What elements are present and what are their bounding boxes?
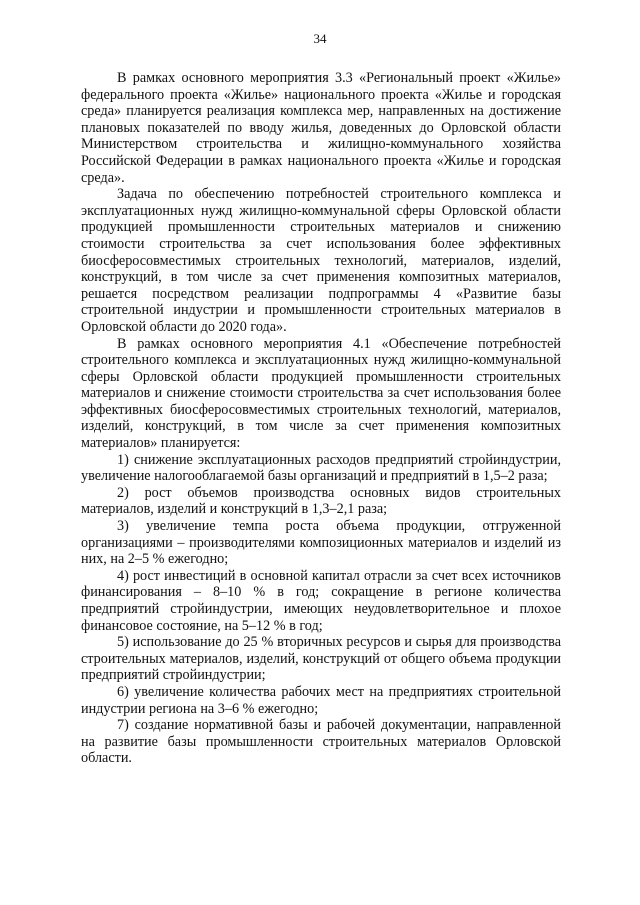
list-item: 6) увеличение количества рабочих мест на предприятиях строительной индустрии региона на 3–6 % ежегодно; bbox=[81, 683, 561, 717]
list-item: 2) рост объемов производства основных видов строительных материалов, изделий и конструкций в 1,3–2,1 раза; bbox=[81, 484, 561, 518]
body-text bbox=[81, 70, 561, 767]
list-item: 3) увеличение темпа роста объема продукции, отгруженной организациями – производителями композиционных материалов и изделий из них, на 2–5 % ежегодно; bbox=[81, 518, 561, 568]
paragraph-task-subprogram-4: Задача по обеспечению потребностей строительного комплекса и эксплуатационных нужд жилищно-коммунальной сферы Орловской области продукцией промышленности строительных материалов и снижению стоимости строительства за счет использования более эффективных биосферосовместимых строительных технологий, материалов, изделий, конструкций, в том числе за счет применения композитных материалов, решается посредством реализации подпрограммы 4 «Развитие базы строительной индустрии и промышленности строительных материалов в Орловской области до 2020 года». bbox=[81, 186, 561, 335]
list-item: 5) использование до 25 % вторичных ресурсов и сырья для производства строительных материалов, изделий, конструкций от общего объема продукции предприятий стройиндустрии; bbox=[81, 634, 561, 684]
paragraph-intro-4-1: В рамках основного мероприятия 4.1 «Обеспечение потребностей строительного комплекса и эксплуатационных нужд жилищно-коммунальной сферы Орловской области продукцией промышленности строительных материалов и снижение стоимости строительства за счет использования более эффективных биосферосовместимых строительных технологий, материалов, изделий, конструкций, в том числе за счет применения композитных материалов» планируется: bbox=[81, 335, 561, 452]
paragraph-intro-3-3: В рамках основного мероприятия 3.3 «Региональный проект «Жилье» федерального проекта «Жилье» национального проекта «Жилье и городская среда» планируется реализация комплекса мер, направленных на достижение плановых показателей по вводу жилья, доведенных до Орловской области Министерством строительства и жилищно-коммунального хозяйства Российской Федерации в рамках национального проекта «Жилье и городская среда». bbox=[81, 70, 561, 186]
page-number: 34 bbox=[313, 31, 327, 46]
list-item: 4) рост инвестиций в основной капитал отрасли за счет всех источников финансирования – 8–10 % в год; сокращение в регионе количества предприятий стройиндустрии, имеющих неудовлетворительное и плохое финансовое состояние, на 5–12 % в год; bbox=[81, 567, 561, 634]
list-item: 1) снижение эксплуатационных расходов предприятий стройиндустрии, увеличение налогооблагаемой базы организаций и предприятий в 1,5–2 раза; bbox=[81, 451, 561, 485]
list-item: 7) создание нормативной базы и рабочей документации, направленной на развитие базы промышленности строительных материалов Орловской области. bbox=[81, 717, 561, 767]
